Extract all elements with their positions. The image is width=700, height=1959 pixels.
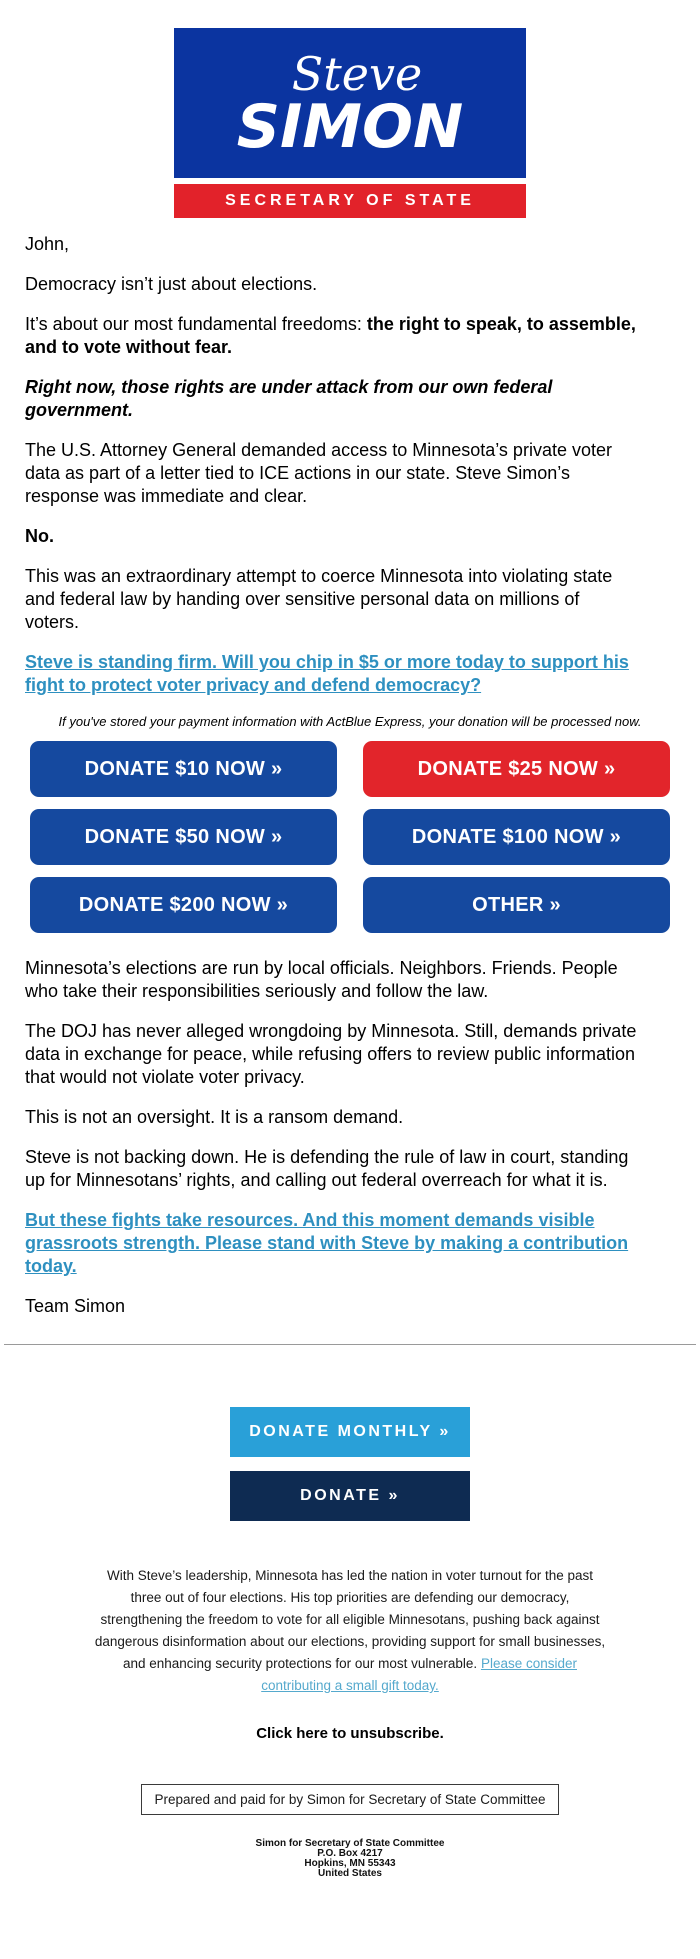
logo-first-name: Steve <box>291 46 423 101</box>
campaign-logo <box>174 28 526 218</box>
actblue-fine-print: If you've stored your payment information with ActBlue Express, your donation will be processed now. <box>58 714 642 729</box>
paragraph-freedoms-bold: the right to speak, to assemble, and to vote without fear. <box>25 314 636 357</box>
paragraph-attorney-general: The U.S. Attorney General demanded access to Minnesota’s private voter data as part of a letter tied to ICE actions in our state. Steve Simon’s response was immediate and clear. <box>25 440 612 506</box>
address-line-po-box: P.O. Box 4217 <box>317 1848 383 1859</box>
donate-monthly-button[interactable]: DONATE MONTHLY » <box>230 1407 470 1457</box>
paragraph-rights-attack: Right now, those rights are under attack from our own federal government. <box>25 377 553 420</box>
paragraph-doj: The DOJ has never alleged wrongdoing by Minnesota. Still, demands private data in exchange for peace, while refusing offers to review public information that would not violate voter privacy. <box>25 1021 637 1087</box>
committee-address <box>0 1839 700 1879</box>
address-line-city: Hopkins, MN 55343 <box>304 1858 396 1869</box>
logo-office-banner: SECRETARY OF STATE <box>174 184 526 218</box>
paragraph-no: No. <box>25 526 54 546</box>
footer-about-text: With Steve’s leadership, Minnesota has led the nation in voter turnout for the past three out of four elections. His top priorities are defending our democracy, strengthening the freedom to vote for all eligible Minnesotans, pushing back against dangerous disinformation about our elections, providing support for small businesses, and enhancing security protections for our most vulnerable. <box>94 1568 606 1671</box>
paragraph-resources <box>25 1209 637 1278</box>
paragraph-extraordinary: This was an extraordinary attempt to coerce Minnesota into violating state and federal law by handing over sensitive personal data on millions of voters. <box>25 566 613 632</box>
logo-header <box>0 0 700 218</box>
donate-10-button[interactable]: DONATE $10 NOW » <box>30 741 337 797</box>
disclaimer-section <box>0 1784 700 1815</box>
paragraph-not-backing-down: Steve is not backing down. He is defending the rule of law in court, standing up for Minnesotans’ rights, and calling out federal overreach for what it is. <box>25 1147 629 1190</box>
paragraph-freedoms-start: It’s about our most fundamental freedoms: <box>25 314 367 334</box>
paragraph-chip-in <box>25 651 637 697</box>
donate-other-button[interactable]: OTHER » <box>363 877 670 933</box>
logo-blue-panel <box>174 28 526 178</box>
letter-content <box>0 233 700 1318</box>
paragraph-freedoms <box>25 313 637 359</box>
footer-about <box>90 1565 610 1697</box>
logo-last-name: SIMON <box>236 91 464 162</box>
section-divider <box>4 1344 696 1345</box>
paragraph-local-officials: Minnesota’s elections are run by local officials. Neighbors. Friends. People who take their responsibilities seriously and follow the law. <box>25 958 618 1001</box>
address-line-country: United States <box>318 1868 382 1879</box>
donate-button[interactable]: DONATE » <box>230 1471 470 1521</box>
unsubscribe-link[interactable]: Click here to unsubscribe. <box>256 1725 444 1742</box>
paragraph-democracy: Democracy isn’t just about elections. <box>25 274 318 294</box>
donate-25-button[interactable]: DONATE $25 NOW » <box>363 741 670 797</box>
donate-100-button[interactable]: DONATE $100 NOW » <box>363 809 670 865</box>
cta-section <box>0 1407 700 1521</box>
donate-50-button[interactable]: DONATE $50 NOW » <box>30 809 337 865</box>
signoff: Team Simon <box>25 1296 126 1316</box>
greeting: John, <box>25 234 70 254</box>
paragraph-ransom: This is not an oversight. It is a ransom demand. <box>25 1107 404 1127</box>
address-line-committee: Simon for Secretary of State Committee <box>255 1838 445 1849</box>
contribution-link[interactable]: But these fights take resources. And this moment demands visible grassroots strength. Please stand with Steve by making a contribution today. <box>25 1210 629 1276</box>
donate-200-button[interactable]: DONATE $200 NOW » <box>30 877 337 933</box>
paid-for-disclaimer: Prepared and paid for by Simon for Secretary of State Committee <box>141 1784 560 1815</box>
donate-amount-grid <box>30 741 670 933</box>
footer-contribute-link[interactable]: Please consider contributing a small gift today. <box>261 1656 577 1693</box>
chip-in-link[interactable]: Steve is standing firm. Will you chip in $5 or more today to support his fight to protect voter privacy and defend democracy? <box>25 652 629 695</box>
